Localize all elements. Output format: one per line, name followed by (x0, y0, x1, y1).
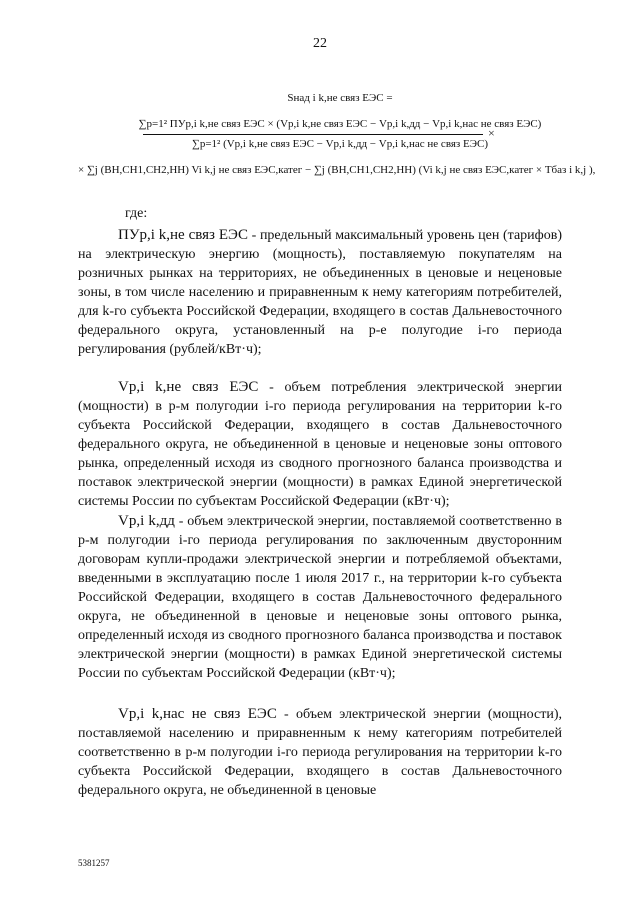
formula-times-sign: × (488, 126, 495, 140)
formula-second-line: × ∑j (ВН,СН1,СН2,НН) Vi k,j не связ ЕЭС,катег − ∑j (ВН,СН1,СН2,НН) (Vi k,j не связ ЕЭС,катег × Tбаз i k,j ), (78, 164, 596, 176)
definition-price-limit (78, 226, 562, 359)
definition-text-price-limit: - предельный максимальный уровень цен (тарифов) на электрическую энергию (мощность), поставляемую покупателям на розничных рынках на территориях, не объединенных в ценовые и неценовые зоны, в том числе населению и приравненным к нему категориям потребителей, для k-го субъекта Российской Федерации, входящего в состав Дальневосточного федерального округа, установленный на p-е полугодие i-го периода регулирования (рублей/кВт·ч); (78, 228, 562, 357)
definition-population-volume (78, 705, 562, 800)
definition-bilateral-volume (78, 512, 562, 683)
formula-fraction-bar (143, 134, 483, 135)
formula-numerator: ∑p=1² ПУp,i k,не связ ЕЭС × (Vp,i k,не связ ЕЭС − Vp,i k,дд − Vp,i k,нас не связ ЕЭС) (138, 118, 542, 130)
symbol-consumption-volume: Vp,i k,не связ ЕЭС (118, 379, 259, 395)
page-number: 22 (313, 36, 327, 51)
definition-text-consumption-volume: - объем потребления электрической энергии (мощности) в p-м полугодии i-го периода регулирования на территории k-го субъекта Российской Федерации, входящего в состав Дальневосточного федерального округа, не объединенной в ценовые и неценовые зоны оптового рынка, определенный исходя из сводного прогнозного баланса производства и поставок электрической энергии (мощности) в рамках Единой энергетической системы России по субъектам Российской Федерации (кВт·ч); (78, 380, 563, 509)
definition-consumption-volume (78, 378, 562, 511)
footer-code: 5381257 (78, 858, 110, 868)
symbol-bilateral-volume: Vp,i k,дд (118, 513, 175, 529)
definition-text-bilateral-volume: - объем электрической энергии, поставляемой соответственно в p-м полугодии i-го периода регулирования по заключенным двусторонним договорам купли-продажи электрической энергии и потребляемой объектами, введенными в эксплуатацию после 1 июля 2017 г., на территории k-го субъекта Российской Федерации, входящего в состав Дальневосточного федерального округа, не объединенной в ценовые и неценовые зоны оптового рынка, определенный исходя из сводного прогнозного баланса производства и поставок электрической энергии (мощности) в рамках Единой энергетической системы России по субъектам Российской Федерации (кВт·ч); (78, 514, 562, 681)
where-label: где: (125, 206, 148, 221)
symbol-population-volume: Vp,i k,нас не связ ЕЭС (118, 706, 277, 722)
formula-lhs: Sнад i k,не связ ЕЭС = (287, 92, 393, 104)
definition-text-population-volume: - объем электрической энергии (мощности), поставляемой населению и приравненным к нему категориям потребителей соответственно в p-м полугодии i-го периода регулирования на территории k-го субъекта Российской Федерации, входящего в состав Дальневосточного федерального округа, не объединенной в ценовые (78, 707, 563, 798)
formula-denominator: ∑p=1² (Vp,i k,не связ ЕЭС − Vp,i k,дд − Vp,i k,нас не связ ЕЭС) (191, 138, 489, 150)
symbol-price-limit: ПУp,i k,не связ ЕЭС (118, 227, 248, 243)
